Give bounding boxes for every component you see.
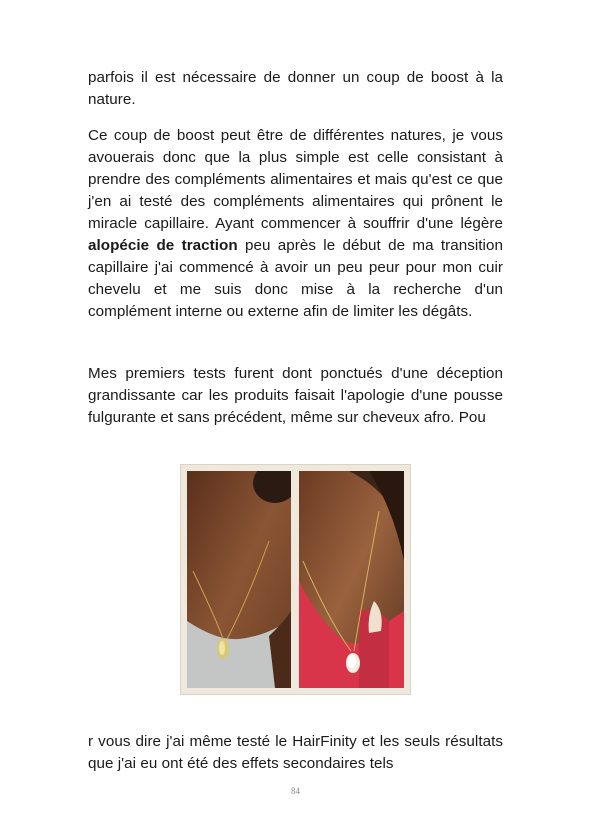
paragraph-4: r vous dire j'ai même testé le HairFinity et les seuls résultats que j'ai eu ont été des effets secondaires tels <box>88 733 503 772</box>
bold-term-alopecia: alopécie de traction <box>88 237 238 254</box>
paragraph-1: parfois il est nécessaire de donner un coup de boost à la nature. <box>88 69 503 108</box>
photo-before <box>187 471 291 688</box>
page-number: 84 <box>291 786 300 796</box>
paragraph-2 <box>88 125 503 323</box>
photo-after <box>299 471 404 688</box>
paragraph-2-text-start: Ce coup de boost peut être de différentes natures, je vous avouerais donc que la plus simple est celle consistant à prendre des compléments alimentaires et mais qu'est ce que j'en ai testé des compléments alimentaires qui prônent le miracle capillaire. Ayant commencer à souffrir d'une légère <box>88 127 503 232</box>
paragraph-3: Mes premiers tests furent dont ponctués d'une déception grandissante car les produits faisait l'apologie d'une pousse fulgurante et sans précédent, même sur cheveux afro. Pou <box>88 365 503 426</box>
paragraph-2-text-end: peu après le début de ma transition capillaire j'ai commencé à avoir un peu peur pour mon cuir chevelu et me suis donc mise à la recherche d'un complément interne ou externe afin de limiter les dégâts. <box>88 237 503 320</box>
before-after-photo <box>181 465 410 694</box>
